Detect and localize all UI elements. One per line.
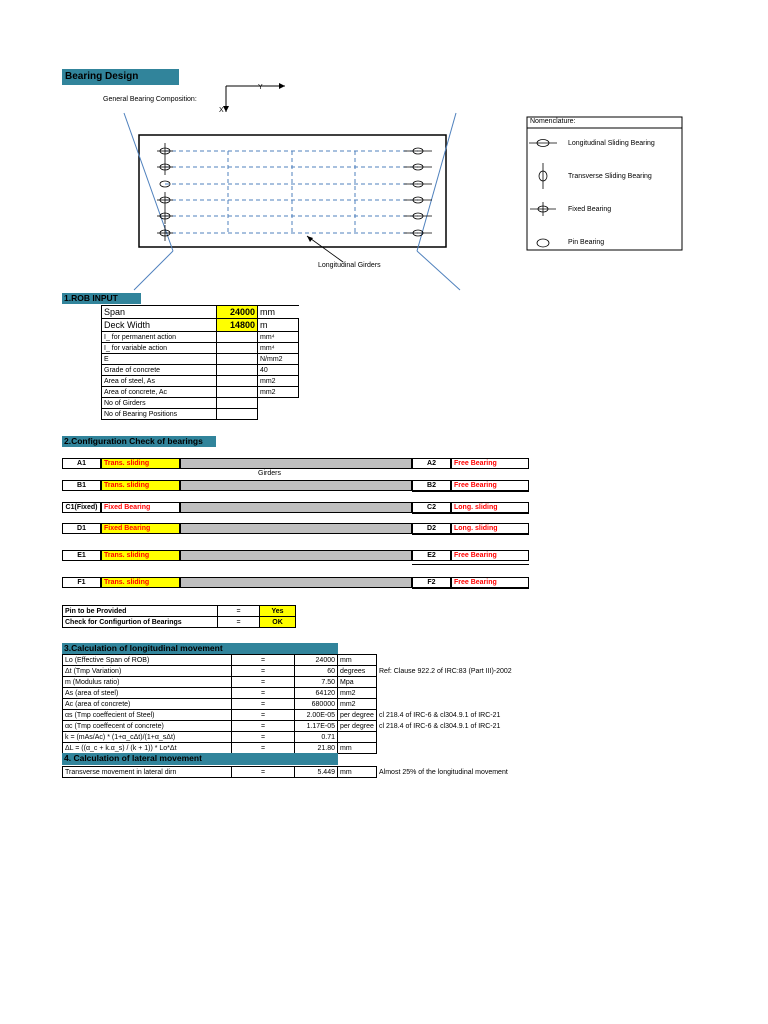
config-right-id: D2 xyxy=(412,523,451,534)
table-row xyxy=(63,743,515,754)
table-row xyxy=(63,767,510,778)
check-eq: = xyxy=(218,617,260,628)
girder-bar xyxy=(180,502,412,513)
calc-eq: = xyxy=(232,699,295,710)
rob-value[interactable] xyxy=(217,332,258,343)
calc-eq: = xyxy=(232,710,295,721)
table-row xyxy=(63,677,515,688)
rob-value[interactable] xyxy=(217,387,258,398)
axis-y-label: Y xyxy=(258,84,263,91)
config-right-type[interactable]: Free Bearing xyxy=(451,480,529,491)
calc-note: cl 218.4 of IRC-6 & cl304.9.1 of IRC-21 xyxy=(379,711,501,719)
rob-unit: m xyxy=(258,319,299,332)
config-right-id: E2 xyxy=(412,550,451,561)
rob-input-table xyxy=(101,305,299,420)
table-row xyxy=(102,354,299,365)
longitudinal-header: 3.Calculation of longitudinal movement xyxy=(62,643,338,654)
calc-note xyxy=(377,699,515,710)
composition-label: General Bearing Composition: xyxy=(103,96,197,103)
rob-value[interactable] xyxy=(217,376,258,387)
calc-value: 60 xyxy=(295,666,338,677)
calc-value: 1.17E-05 xyxy=(295,721,338,732)
rob-unit xyxy=(258,409,299,420)
calc-note xyxy=(377,732,515,743)
calc-label: αs (Tmp coeffecient of Steel) xyxy=(63,710,232,721)
config-right-type[interactable]: Free Bearing xyxy=(451,577,529,588)
spacer-row xyxy=(412,564,529,565)
rob-label: Span xyxy=(102,306,217,319)
page-title: Bearing Design xyxy=(62,69,179,85)
lateral-header: 4. Calculation of lateral movement xyxy=(62,753,338,765)
table-row xyxy=(63,721,515,732)
calc-value: 7.50 xyxy=(295,677,338,688)
calc-label: m (Modulus ratio) xyxy=(63,677,232,688)
table-row xyxy=(63,655,515,666)
config-header: 2.Configuration Check of bearings xyxy=(62,436,216,447)
spacer-row xyxy=(412,588,529,589)
nomenclature-title: Nomenclature: xyxy=(530,118,576,125)
calc-unit: mm xyxy=(338,767,377,778)
calc-label: Lo (Effective Span of ROB) xyxy=(63,655,232,666)
rob-label: No of Girders xyxy=(102,398,217,409)
rob-unit: mm⁴ xyxy=(258,332,299,343)
calc-eq: = xyxy=(232,677,295,688)
bearing-b1 xyxy=(157,159,173,175)
config-left-id: E1 xyxy=(62,550,101,561)
calc-unit: per degree xyxy=(338,710,377,721)
calc-unit: mm xyxy=(338,743,377,754)
calc-label: αc (Tmp coeffecent of concrete) xyxy=(63,721,232,732)
girder-bar xyxy=(180,458,412,469)
table-row xyxy=(102,319,299,332)
check-label: Check for Configurtion of Bearings xyxy=(63,617,218,628)
config-left-type[interactable]: Trans. sliding xyxy=(101,550,180,561)
nomenclature-item: Fixed Bearing xyxy=(568,206,612,213)
calc-unit: Mpa xyxy=(338,677,377,688)
calc-note: Almost 25% of the longitudinal movement xyxy=(379,768,508,776)
config-left-type[interactable]: Trans. sliding xyxy=(101,458,180,469)
config-left-id: C1(Fixed) xyxy=(62,502,101,513)
table-row xyxy=(63,688,515,699)
calc-label: Ac (area of concrete) xyxy=(63,699,232,710)
rob-value[interactable] xyxy=(217,365,258,376)
table-row xyxy=(102,409,299,420)
config-right-type[interactable]: Free Bearing xyxy=(451,458,529,469)
table-row xyxy=(63,699,515,710)
table-row xyxy=(102,332,299,343)
calc-label: Δt (Tmp Variation) xyxy=(63,666,232,677)
table-row xyxy=(102,387,299,398)
config-right-id: B2 xyxy=(412,480,451,491)
calc-value: 5.449 xyxy=(295,767,338,778)
calc-eq: = xyxy=(232,721,295,732)
rob-input-header: 1.ROB INPUT xyxy=(62,293,141,304)
rob-unit: mm2 xyxy=(258,387,299,398)
calc-unit: per degree xyxy=(338,721,377,732)
calc-unit: mm2 xyxy=(338,699,377,710)
girders-caption: Girders xyxy=(258,470,281,477)
table-row xyxy=(63,617,296,628)
calc-note: Ref: Clause 922.2 of IRC:83 (Part III)-2002 xyxy=(379,667,512,675)
nomenclature-item: Transverse Sliding Bearing xyxy=(568,173,652,180)
rob-label: Grade of concrete xyxy=(102,365,217,376)
calc-label: Transverse movement in lateral dirn xyxy=(63,767,232,778)
rob-unit: mm⁴ xyxy=(258,343,299,354)
table-row xyxy=(102,343,299,354)
calc-value: 2.00E-05 xyxy=(295,710,338,721)
calc-value: 64120 xyxy=(295,688,338,699)
longitudinal-table xyxy=(62,654,515,754)
rob-unit: mm2 xyxy=(258,376,299,387)
calc-note: cl 218.4 of IRC-6 & cl304.9.1 of IRC-21 xyxy=(379,722,501,730)
config-left-id: F1 xyxy=(62,577,101,588)
config-left-type[interactable]: Trans. sliding xyxy=(101,577,180,588)
calc-eq: = xyxy=(232,666,295,677)
rob-value[interactable]: 14800 xyxy=(217,319,258,332)
config-right-type[interactable]: Long. sliding xyxy=(451,502,529,513)
calc-label: As (area of steel) xyxy=(63,688,232,699)
config-left-type[interactable]: Fixed Bearing xyxy=(101,523,180,534)
table-row xyxy=(102,306,299,319)
checks-table xyxy=(62,605,296,628)
spacer-row xyxy=(412,491,529,492)
calc-value: 21.80 xyxy=(295,743,338,754)
check-label: Pin to be Provided xyxy=(63,606,218,617)
rob-label: No of Bearing Positions xyxy=(102,409,217,420)
rob-unit xyxy=(258,398,299,409)
config-left-type[interactable]: Trans. sliding xyxy=(101,480,180,491)
config-left-id: A1 xyxy=(62,458,101,469)
table-row xyxy=(102,376,299,387)
config-left-id: B1 xyxy=(62,480,101,491)
calc-note xyxy=(377,688,515,699)
calc-eq: = xyxy=(232,688,295,699)
nomenclature-item: Longitudinal Sliding Bearing xyxy=(568,140,655,147)
calc-note xyxy=(377,655,515,666)
spacer-row xyxy=(412,534,529,535)
rob-unit: mm xyxy=(258,306,299,319)
check-value[interactable]: OK xyxy=(260,617,296,628)
config-right-type[interactable]: Long. sliding xyxy=(451,523,529,534)
calc-value: 680000 xyxy=(295,699,338,710)
calc-eq: = xyxy=(232,732,295,743)
calc-unit: mm2 xyxy=(338,688,377,699)
table-row xyxy=(63,732,515,743)
calc-label: k = (mAs/Ac) * (1+α_cΔt)/(1+α_sΔt) xyxy=(63,732,232,743)
rob-label: I_ for permanent action xyxy=(102,332,217,343)
girder-bar xyxy=(180,523,412,534)
table-row xyxy=(63,666,515,677)
axis-x-label: X xyxy=(219,107,224,114)
config-right-id: A2 xyxy=(412,458,451,469)
calc-unit: degrees xyxy=(338,666,377,677)
bearing-a1 xyxy=(157,143,173,159)
calc-label: ΔL = ((α_c + k.α_s) / (k + 1)) * Lo*Δt xyxy=(63,743,232,754)
check-eq: = xyxy=(218,606,260,617)
rob-label: E xyxy=(102,354,217,365)
lateral-table xyxy=(62,766,510,778)
config-left-type[interactable]: Fixed Bearing xyxy=(101,502,180,513)
config-left-id: D1 xyxy=(62,523,101,534)
rob-value[interactable] xyxy=(217,354,258,365)
rob-value[interactable] xyxy=(217,409,258,420)
rob-label: I_ for variable action xyxy=(102,343,217,354)
spacer-row xyxy=(412,513,529,514)
check-value[interactable]: Yes xyxy=(260,606,296,617)
config-right-id: F2 xyxy=(412,577,451,588)
girder-bar xyxy=(180,480,412,491)
rob-value[interactable]: 24000 xyxy=(217,306,258,319)
calc-eq: = xyxy=(232,743,295,754)
table-row xyxy=(102,365,299,376)
girders-label: Longitudinal Girders xyxy=(318,262,381,269)
girder-bar xyxy=(180,550,412,561)
calc-note xyxy=(377,743,515,754)
rob-label: Area of steel, As xyxy=(102,376,217,387)
table-row xyxy=(63,606,296,617)
calc-unit: mm xyxy=(338,655,377,666)
rob-unit: 40 xyxy=(258,365,299,376)
table-row xyxy=(102,398,299,409)
calc-eq: = xyxy=(232,655,295,666)
config-right-id: C2 xyxy=(412,502,451,513)
table-row xyxy=(63,710,515,721)
calc-eq: = xyxy=(232,767,295,778)
rob-label: Deck Width xyxy=(102,319,217,332)
girder-bar xyxy=(180,577,412,588)
calc-unit xyxy=(338,732,377,743)
calc-value: 0.71 xyxy=(295,732,338,743)
nomenclature-item: Pin Bearing xyxy=(568,239,605,246)
rob-label: Area of concrete, Ac xyxy=(102,387,217,398)
calc-value: 24000 xyxy=(295,655,338,666)
rob-unit: N/mm2 xyxy=(258,354,299,365)
rob-value[interactable] xyxy=(217,398,258,409)
config-right-type[interactable]: Free Bearing xyxy=(451,550,529,561)
calc-note xyxy=(377,677,515,688)
rob-value[interactable] xyxy=(217,343,258,354)
bearing-diagram xyxy=(0,0,768,300)
